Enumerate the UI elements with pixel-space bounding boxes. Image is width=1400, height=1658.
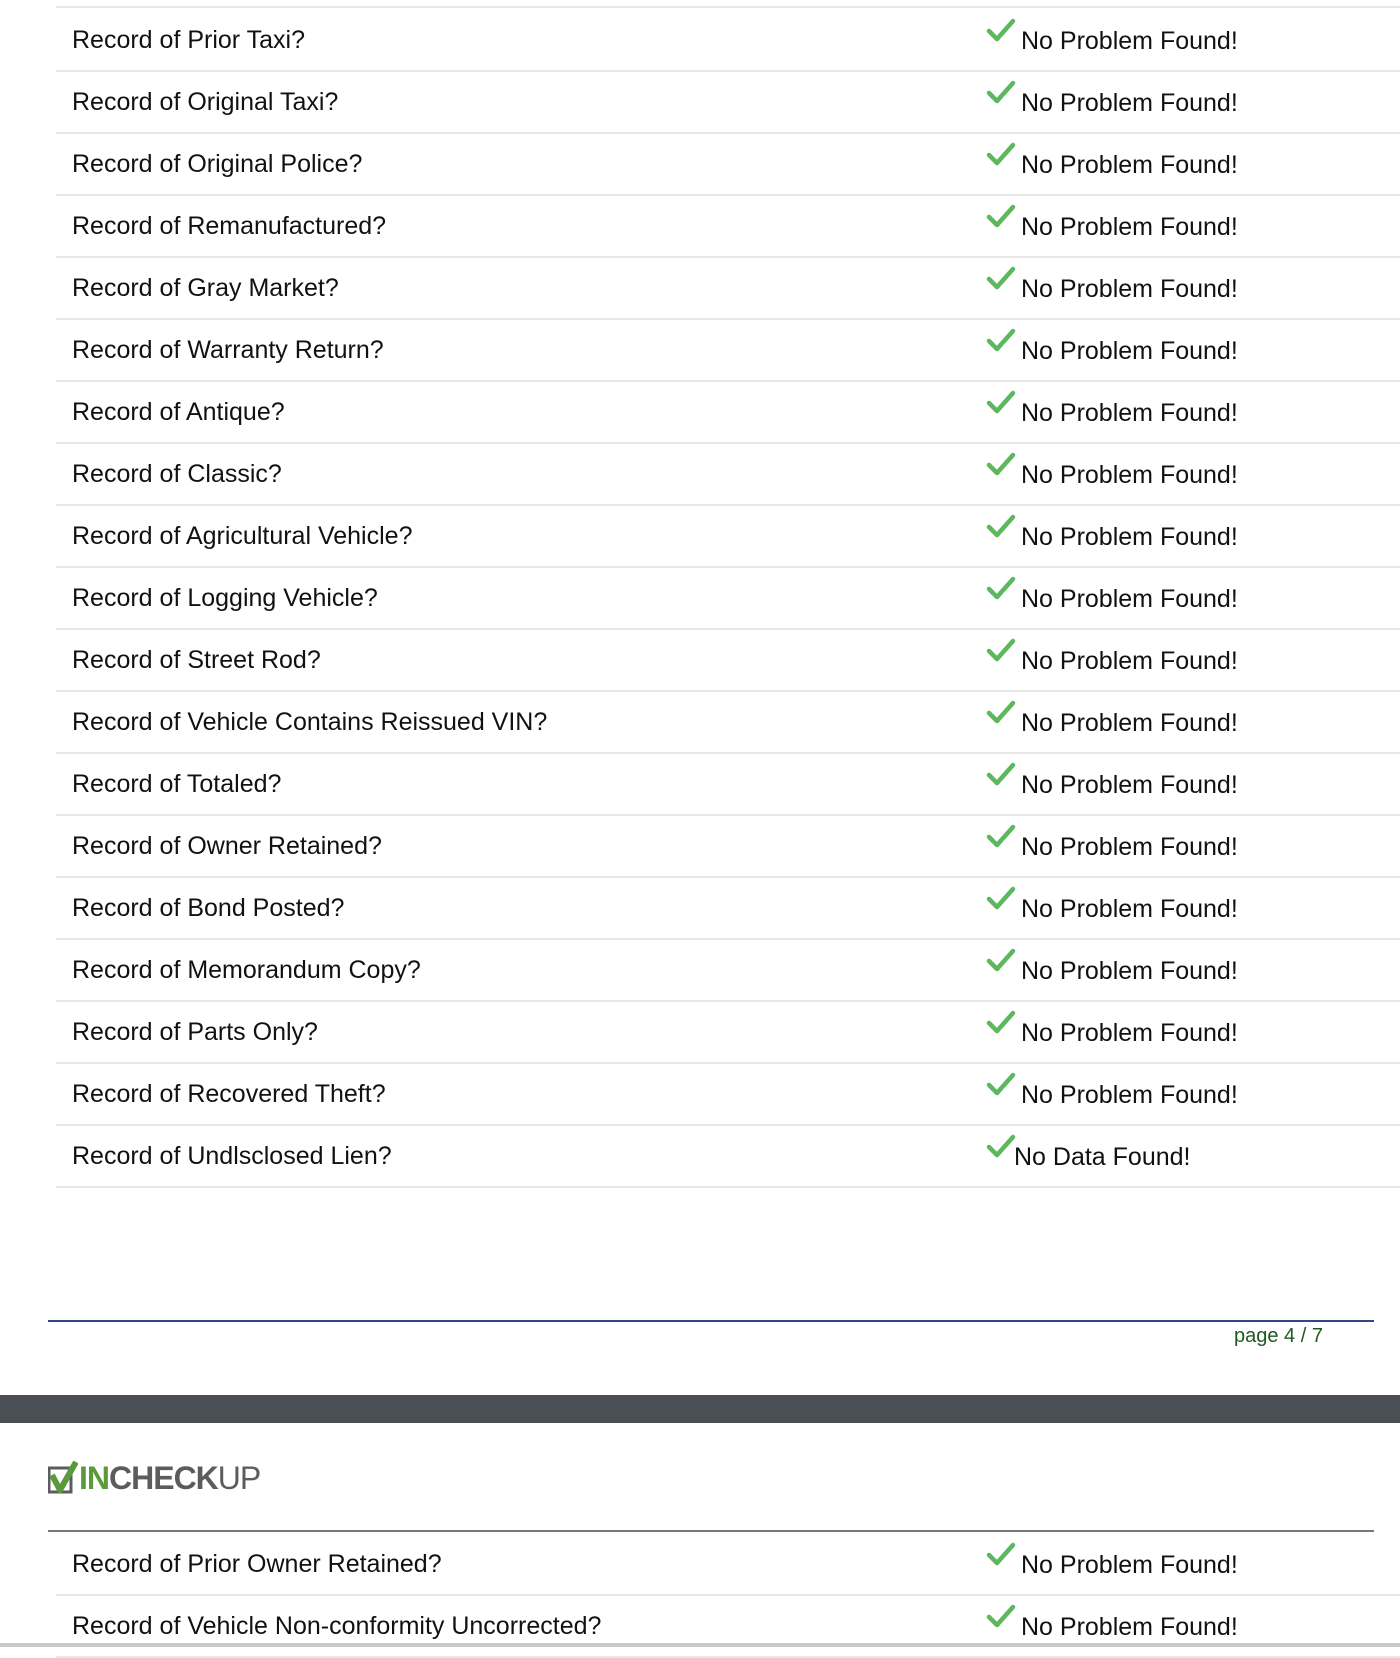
record-label: Record of Vehicle Non-conformity Uncorrected? [72, 1612, 602, 1640]
logo-text-in: IN [79, 1459, 109, 1496]
table-row [56, 1124, 1400, 1188]
table-row [56, 566, 1400, 630]
checkmark-icon [986, 824, 1016, 850]
record-label: Record of Agricultural Vehicle? [72, 522, 413, 550]
status-text: No Problem Found! [1021, 213, 1238, 241]
report-page-5 [0, 1423, 1400, 1647]
status-text: No Problem Found! [1021, 1081, 1238, 1109]
footer-rule [48, 1320, 1374, 1322]
table-row [56, 70, 1400, 134]
table-row [56, 690, 1400, 754]
checkmark-icon [986, 1604, 1016, 1630]
checkmark-icon [986, 576, 1016, 602]
status-text: No Problem Found! [1021, 585, 1238, 613]
status-text: No Problem Found! [1021, 1613, 1238, 1641]
table-row [56, 814, 1400, 878]
table-row [56, 442, 1400, 506]
record-label: Record of Logging Vehicle? [72, 584, 378, 612]
status-text: No Problem Found! [1021, 337, 1238, 365]
table-row [56, 938, 1400, 1002]
status-text: No Problem Found! [1021, 957, 1238, 985]
checkmark-icon [986, 1010, 1016, 1036]
table-row [56, 194, 1400, 258]
checkmark-icon [986, 886, 1016, 912]
logo-text-up: UP [217, 1459, 261, 1496]
status-text: No Problem Found! [1021, 151, 1238, 179]
status-text: No Problem Found! [1021, 1551, 1238, 1579]
table-row [56, 876, 1400, 940]
checkmark-icon [986, 700, 1016, 726]
status-text: No Problem Found! [1021, 895, 1238, 923]
page-number: page 4 / 7 [1234, 1325, 1323, 1347]
status-text: No Problem Found! [1021, 771, 1238, 799]
status-text: No Problem Found! [1021, 27, 1238, 55]
record-label: Record of Antique? [72, 398, 285, 426]
record-label: Record of Vehicle Contains Reissued VIN? [72, 708, 548, 736]
record-label: Record of Warranty Return? [72, 336, 384, 364]
record-label: Record of Bond Posted? [72, 894, 345, 922]
checkmark-icon [986, 1134, 1016, 1160]
table-row [56, 628, 1400, 692]
table-row [56, 1000, 1400, 1064]
record-label: Record of Gray Market? [72, 274, 339, 302]
record-label: Record of Totaled? [72, 770, 282, 798]
record-label: Record of Owner Retained? [72, 832, 382, 860]
logo-text-check: CHECK [109, 1459, 218, 1496]
table-row [56, 1532, 1400, 1596]
record-label: Record of Prior Taxi? [72, 26, 305, 54]
status-text: No Problem Found! [1021, 1019, 1238, 1047]
table-row [56, 256, 1400, 320]
check-v-logo-icon [48, 1461, 78, 1495]
record-label: Record of Prior Owner Retained? [72, 1550, 442, 1578]
checkmark-icon [986, 514, 1016, 540]
checkmark-icon [986, 1072, 1016, 1098]
record-label: Record of Recovered Theft? [72, 1080, 386, 1108]
record-label: Record of Undlsclosed Lien? [72, 1142, 392, 1170]
checkmark-icon [986, 762, 1016, 788]
vincheckup-logo [48, 1458, 260, 1498]
table-row [56, 1062, 1400, 1126]
checkmark-icon [986, 390, 1016, 416]
table-row [56, 504, 1400, 568]
status-text: No Problem Found! [1021, 647, 1238, 675]
record-label: Record of Street Rod? [72, 646, 321, 674]
table-row [56, 752, 1400, 816]
checkmark-icon [986, 80, 1016, 106]
status-text: No Problem Found! [1021, 833, 1238, 861]
checkmark-icon [986, 18, 1016, 44]
record-label: Record of Classic? [72, 460, 282, 488]
record-label: Record of Original Taxi? [72, 88, 339, 116]
checkmark-icon [986, 328, 1016, 354]
status-text: No Data Found! [1014, 1143, 1191, 1171]
table-row [56, 1594, 1400, 1658]
checkmark-icon [986, 452, 1016, 478]
record-label: Record of Memorandum Copy? [72, 956, 421, 984]
record-label: Record of Original Police? [72, 150, 363, 178]
viewport-bottom-edge [0, 1643, 1400, 1647]
status-text: No Problem Found! [1021, 89, 1238, 117]
record-label: Record of Parts Only? [72, 1018, 318, 1046]
status-text: No Problem Found! [1021, 399, 1238, 427]
table-row [56, 8, 1400, 72]
status-text: No Problem Found! [1021, 461, 1238, 489]
record-label: Record of Remanufactured? [72, 212, 387, 240]
status-text: No Problem Found! [1021, 709, 1238, 737]
checkmark-icon [986, 142, 1016, 168]
status-text: No Problem Found! [1021, 523, 1238, 551]
checkmark-icon [986, 204, 1016, 230]
checkmark-icon [986, 1542, 1016, 1568]
table-row [56, 318, 1400, 382]
table-row [56, 380, 1400, 444]
checkmark-icon [986, 948, 1016, 974]
checkmark-icon [986, 638, 1016, 664]
checkmark-icon [986, 266, 1016, 292]
page-separator [0, 1395, 1400, 1423]
table-row [56, 132, 1400, 196]
status-text: No Problem Found! [1021, 275, 1238, 303]
